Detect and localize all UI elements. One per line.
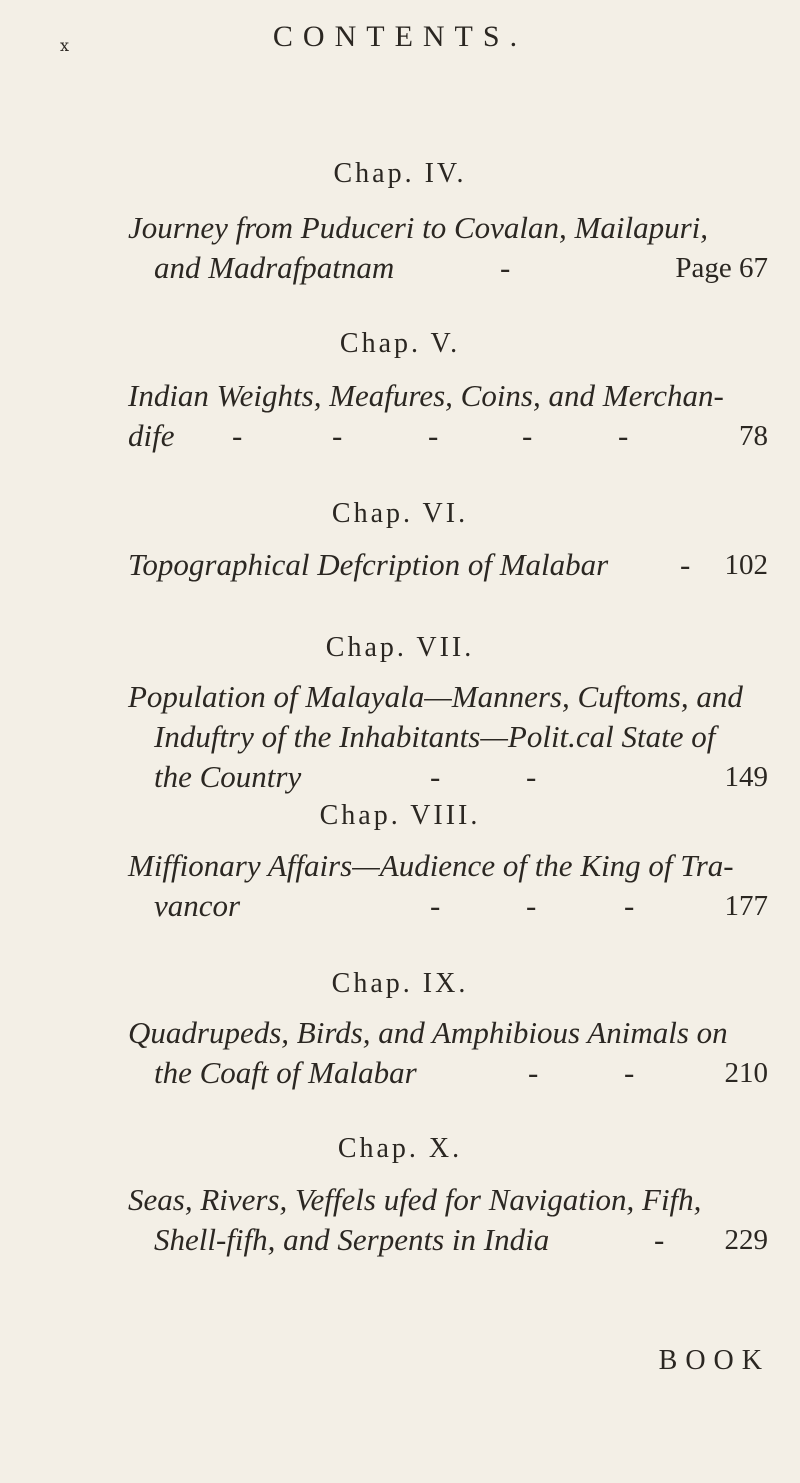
entry-line: Seas, Rivers, Veffels ufed for Navigation, Fifh, xyxy=(128,1182,702,1217)
entry-line-text: Shell-fifh, and Serpents in India xyxy=(154,1222,550,1257)
leader-dash: - xyxy=(232,418,243,453)
page-number: 229 xyxy=(724,1224,768,1256)
chapter-heading-text: Chap. VI. xyxy=(331,498,469,529)
entry-line: Journey from Puduceri to Covalan, Mailapuri, xyxy=(128,210,709,245)
entry-line-text: the Country xyxy=(154,759,302,794)
chapter-heading: Chap. VII. xyxy=(325,632,475,663)
leader-dash: - xyxy=(430,759,441,794)
leader-dash: - xyxy=(522,418,533,453)
leader-dash: - xyxy=(430,888,441,923)
toc-entry xyxy=(128,677,768,797)
leader-dash: - xyxy=(680,547,691,582)
page-number: 177 xyxy=(724,890,768,922)
leader-dash: - xyxy=(526,888,537,923)
leader-dash: - xyxy=(654,1222,665,1257)
catchword: BOOK xyxy=(658,1345,770,1376)
chapter-heading: Chap. VIII. xyxy=(319,800,481,831)
entry-line: Quadrupeds, Birds, and Amphibious Animals on xyxy=(128,1015,728,1050)
folio-number: x xyxy=(60,36,71,55)
toc-entry xyxy=(128,208,768,288)
entry-line xyxy=(128,886,768,926)
chapter-heading xyxy=(0,498,800,530)
chapter-heading: Chap. V. xyxy=(339,328,461,359)
chapter-heading: Chap. IV. xyxy=(333,158,467,189)
leader-dash: - xyxy=(428,418,439,453)
entry-line-text: the Coaft of Malabar xyxy=(154,1055,417,1090)
entry-line: Miffionary Affairs—Audience of the King of Tra- xyxy=(128,848,734,883)
leader-dash: - xyxy=(332,418,343,453)
entry-line xyxy=(128,545,768,585)
entry-line-text: and Madrafpatnam xyxy=(154,250,395,285)
entry-line-text: Topographical Defcription of Malabar xyxy=(128,547,609,582)
page-number xyxy=(675,248,768,288)
toc-entry xyxy=(128,545,768,585)
chapter-heading: Chap. IX. xyxy=(331,968,469,999)
entry-line xyxy=(128,757,768,797)
entry-line: Induftry of the Inhabitants—Polit.cal State of xyxy=(154,719,716,754)
leader-dash: - xyxy=(526,759,537,794)
entry-line xyxy=(128,1053,768,1093)
page-number: 78 xyxy=(739,420,768,452)
entry-line xyxy=(128,1220,768,1260)
page-number: 149 xyxy=(724,761,768,793)
leader-dash: - xyxy=(624,888,635,923)
page-label: Page xyxy=(675,252,732,284)
toc-entry xyxy=(128,846,768,926)
chapter-heading: Chap. X. xyxy=(337,1133,463,1164)
toc-entry xyxy=(128,376,768,456)
toc-entry xyxy=(128,1180,768,1260)
page-number: 102 xyxy=(724,549,768,581)
leader-dash: - xyxy=(500,250,511,285)
leader-dash: - xyxy=(528,1055,539,1090)
leader-dash: - xyxy=(624,1055,635,1090)
toc-entry xyxy=(128,1013,768,1093)
entry-line xyxy=(128,416,768,456)
page-value: 67 xyxy=(739,252,768,284)
entry-line-text: dife xyxy=(128,418,175,453)
entry-line: Indian Weights, Meafures, Coins, and Merchan- xyxy=(128,378,724,413)
entry-line-text: vancor xyxy=(154,888,241,923)
entry-line xyxy=(128,248,768,288)
entry-line: Population of Malayala—Manners, Cuftoms, and xyxy=(128,679,743,714)
running-head: CONTENTS. xyxy=(272,20,528,53)
leader-dash: - xyxy=(618,418,629,453)
page-number: 210 xyxy=(724,1057,768,1089)
